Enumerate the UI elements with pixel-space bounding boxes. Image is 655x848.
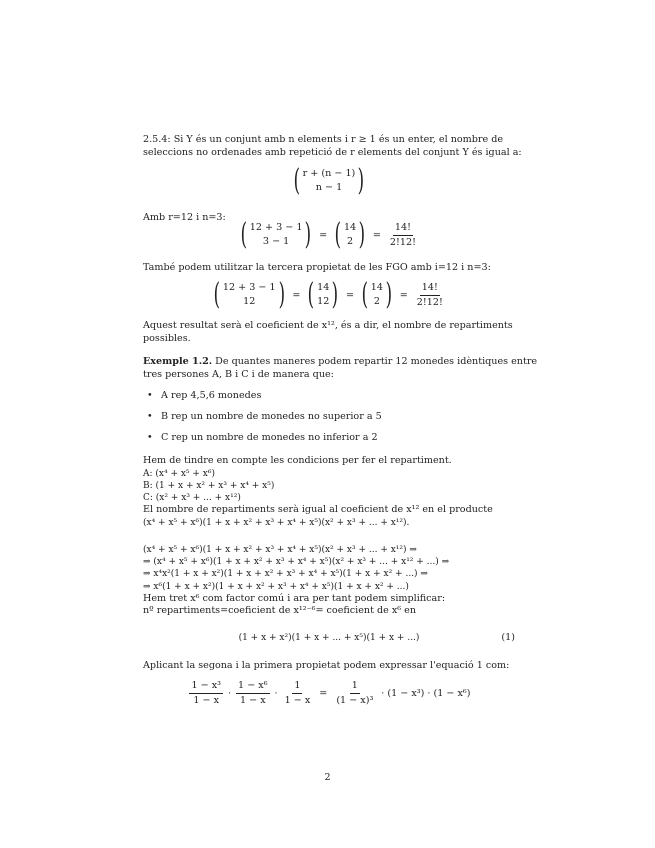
final-tail: · (1 − x³) · (1 − x⁶)	[381, 688, 471, 699]
math-line: (x⁴ + x⁵ + x⁶)(1 + x + x² + x³ + x⁴ + x⁵)(x² + x³ + ... + x¹²).	[143, 517, 410, 528]
eq2-b2-bottom: 2	[346, 236, 354, 247]
derivation-block	[143, 544, 515, 618]
list-item-text: A rep 4,5,6 monedes	[161, 390, 262, 401]
paragraph-line: Hem de tindre en compte les condicions per fer el repartiment.	[143, 455, 452, 466]
list-item	[147, 411, 382, 422]
equation-number: (1)	[501, 632, 515, 643]
eq2-frac-num: 14!	[393, 222, 413, 236]
conditions-block	[143, 455, 515, 529]
bullet-icon: •	[147, 411, 153, 422]
paragraph-line: seleccions no ordenades amb repetició de r elements del conjunt Y és igual a:	[143, 146, 522, 158]
eq2-b1-top: 12 + 3 − 1	[249, 222, 303, 233]
list-item-text: B rep un nombre de monedes no superior a 5	[161, 411, 382, 422]
binomial-bottom: n − 1	[315, 182, 343, 193]
equation-2: ( 12 + 3 − 1 3 − 1 ) = ( 14 2 ) = $\frac{14!}{2!12!}$	[240, 217, 416, 252]
math-line: C: (x² + x³ + ... + x¹²)	[143, 492, 241, 503]
math-line: ⇒ (x⁴ + x⁵ + x⁶)(1 + x + x² + x³ + x⁴ + x⁵)(x² + x³ + ... + x¹² + ...) ⇒	[143, 557, 450, 568]
final-f2-den: 1 − x	[239, 695, 266, 706]
final-f1-num: 1 − x³	[189, 680, 223, 694]
final-f4-num: 1	[350, 680, 360, 694]
paragraph-line: El nombre de repartiments serà igual al coeficient de x¹² en el producte	[143, 504, 493, 516]
eq2-b2-top: 14	[343, 222, 357, 233]
equals-sign: =	[292, 289, 301, 301]
tambe-text: També podem utilitzar la tercera propietat de les FGO amb i=12 i n=3:	[143, 262, 491, 273]
dot-operator: ·	[274, 688, 278, 699]
list-item	[147, 432, 378, 443]
equals-sign: =	[346, 289, 355, 301]
right-paren: )	[357, 163, 365, 198]
eq3-frac-num: 14!	[420, 282, 440, 296]
page-number: 2	[324, 772, 331, 783]
exemple-paragraph	[143, 356, 538, 381]
final-f4-den: (1 − x)³	[336, 695, 374, 706]
final-f1-den: 1 − x	[193, 695, 220, 706]
amb-label-text: Amb r=12 i n=3:	[143, 212, 226, 223]
bullet-icon: •	[147, 390, 153, 401]
equals-sign: =	[319, 229, 328, 241]
binomial-top: r + (n − 1)	[302, 168, 356, 179]
math-line: ⇒ x⁶(1 + x + x²)(1 + x + x² + x³ + x⁴ + x⁵)(1 + x + x² + ...)	[143, 581, 409, 592]
eq2-b1-bottom: 3 − 1	[262, 236, 290, 247]
equals-sign: =	[319, 688, 328, 699]
equation-1-expr: (1 + x + x²)(1 + x + ... + x⁵)(1 + x + ...)	[238, 633, 420, 643]
math-line: ⇒ x⁴x²(1 + x + x²)(1 + x + x² + x³ + x⁴ + x⁵)(1 + x + x² + ...) ⇒	[143, 569, 428, 580]
exemple-line2: tres persones A, B i C i de manera que:	[143, 368, 334, 380]
paragraph-line: possibles.	[143, 332, 191, 344]
left-paren: (	[293, 163, 301, 198]
final-f3-den: 1 − x	[284, 695, 311, 706]
list-item	[147, 390, 262, 401]
binomial-formula	[143, 163, 515, 198]
paragraph-2-5-4	[143, 134, 522, 159]
equals-sign: =	[399, 289, 408, 301]
final-equation	[143, 680, 515, 707]
paragraph-line: 2.5.4: Si Y és un conjunt amb n elements i r ≥ 1 és un enter, el nombre de	[143, 134, 504, 145]
math-line: A: (x⁴ + x⁵ + x⁶)	[143, 468, 215, 479]
list-item-text: C rep un nombre de monedes no inferior a 2	[161, 432, 378, 443]
paragraph-line: nº repartiments=coeficient de x¹²⁻⁶= coeficient de x⁶ en	[143, 605, 417, 617]
bullet-icon: •	[147, 432, 153, 443]
eq3-frac-den: 2!12!	[416, 296, 443, 308]
equals-sign: =	[372, 229, 381, 241]
eq3-b2-top: 14	[317, 282, 330, 293]
binomial	[291, 163, 367, 198]
final-f3-num: 1	[292, 680, 302, 694]
eq3-b2-bottom: 12	[317, 296, 330, 307]
equation-1	[143, 632, 515, 644]
aquest-paragraph	[143, 320, 515, 345]
dot-operator: ·	[227, 688, 232, 699]
math-line: B: (1 + x + x² + x³ + x⁴ + x⁵)	[143, 480, 275, 491]
eq3-b3-top: 14	[370, 282, 384, 293]
math-line: (x⁴ + x⁵ + x⁶)(1 + x + x² + x³ + x⁴ + x⁵)(x² + x³ + ... + x¹²) ⇒	[143, 545, 417, 555]
equation-3: ( 12 + 3 − 1 12 ) = ( 14 12 ) = ( 14 2 ) = $\frac{14!}{2!12!}$	[213, 277, 443, 312]
tambe-line	[143, 262, 515, 275]
aplicant-text: Aplicant la segona i la primera propietat podem expressar l'equació 1 com:	[143, 660, 510, 671]
aplicant-line	[143, 660, 515, 673]
eq3-b1-top: 12 + 3 − 1	[222, 282, 276, 293]
eq2-frac-den: 2!12!	[389, 236, 416, 248]
exemple-label: Exemple 1.2.	[143, 356, 213, 367]
exemple-line1: De quantes maneres podem repartir 12 monedes idèntiques entre	[212, 356, 538, 367]
final-f2-num: 1 − x⁶	[236, 680, 270, 694]
eq3-b3-bottom: 2	[373, 296, 380, 307]
eq3-b1-bottom: 12	[243, 296, 256, 307]
paragraph-line: Aquest resultat serà el coeficient de x¹², és a dir, el nombre de repartiments	[143, 320, 513, 331]
paragraph-line: Hem tret x⁶ com factor comú i ara per tant podem simplificar:	[143, 592, 446, 604]
